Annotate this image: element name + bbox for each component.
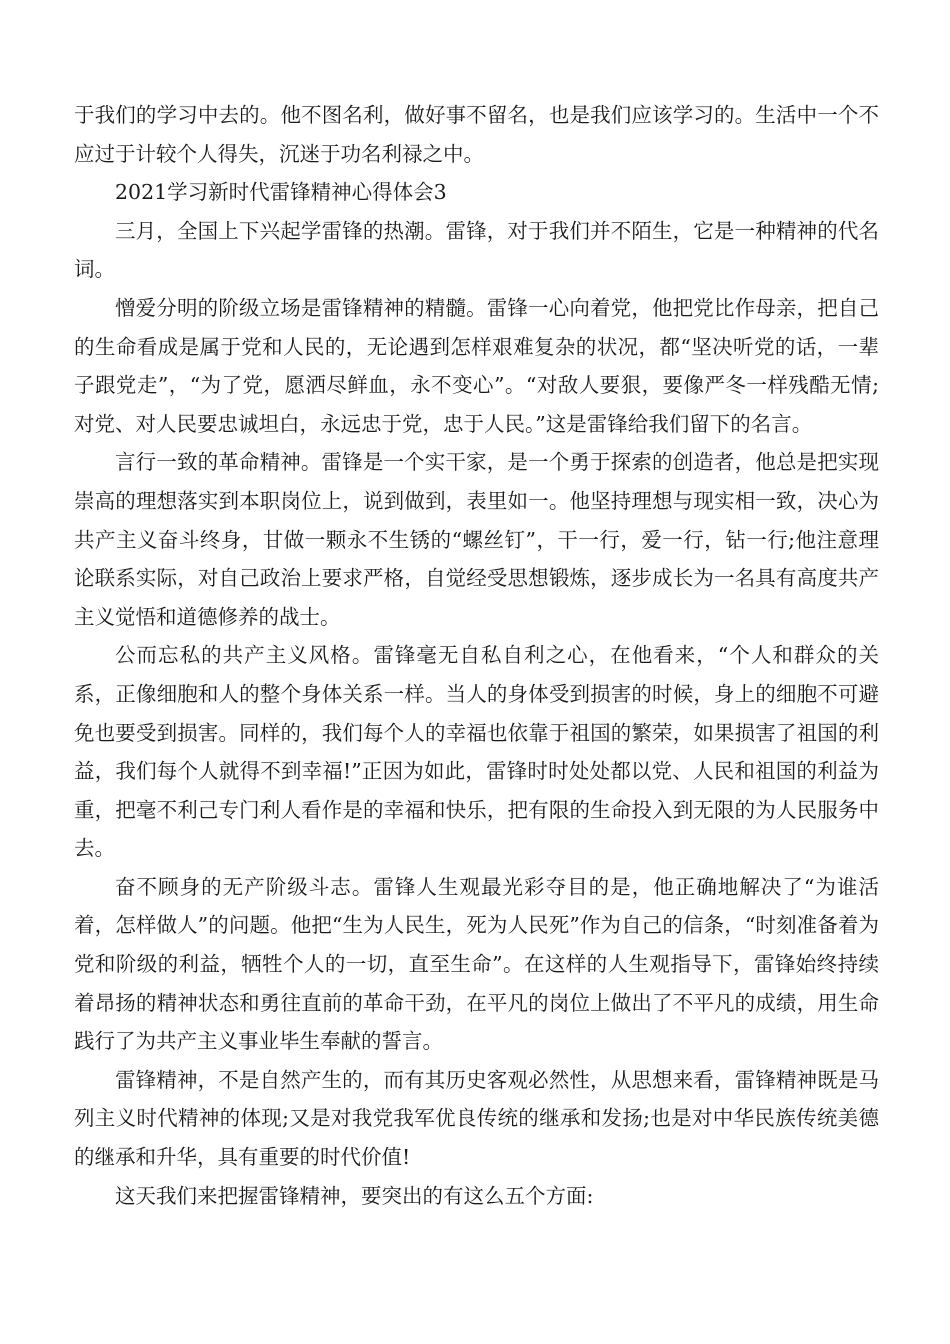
paragraph-historical-value: 雷锋精神，不是自然产生的，而有其历史客观必然性，从思想来看，雷锋精神既是马列主义时代精神的体现;又是对我党我军优良传统的继承和发扬;也是对中华民族传统美德的继承和升华，具有重要的时代价值! — [74, 1067, 879, 1170]
paragraph-consistency: 言行一致的革命精神。雷锋是一个实干家，是一个勇于探索的创造者，他总是把实现崇高的理想落实到本职岗位上，说到做到，表里如一。他坚持理想与现实相一致，决心为共产主义奋斗终身，甘做一颗永不生锈的“螺丝钉”，干一行，爱一行，钻一行;他注意理论联系实际，对自己政治上要求严格，自觉经受思想锻炼，逐步成长为一名具有高度共产主义觉悟和道德修养的战士。 — [74, 450, 879, 629]
paragraph-five-aspects: 这天我们来把握雷锋精神，要突出的有这么五个方面: — [115, 1183, 594, 1208]
paragraph-fighting-spirit: 奋不顾身的无产阶级斗志。雷锋人生观最光彩夺目的是，他正确地解决了“为谁活着，怎样做人”的问题。他把“生为人民生，死为人民死”作为自己的信条，“时刻准备着为党和阶级的利益，牺牲个人的一切，直至生命”。在这样的人生观指导下，雷锋始终持续着昂扬的精神状态和勇往直前的革命干劲，在平凡的岗位上做出了不平凡的成绩，用生命践行了为共产主义事业毕生奉献的誓言。 — [74, 874, 879, 1054]
paragraph-intro: 三月，全国上下兴起学雷锋的热潮。雷锋，对于我们并不陌生，它是一种精神的代名词。 — [74, 218, 879, 282]
section-heading: 2021学习新时代雷锋精神心得体会3 — [115, 180, 447, 205]
paragraph-class-stand: 憎爱分明的阶级立场是雷锋精神的精髓。雷锋一心向着党，他把党比作母亲，把自己的生命看成是属于党和人民的，无论遇到怎样艰难复杂的状况，都“坚决听党的话，一辈子跟党走”，“为了党，愿洒尽鲜血，永不变心”。“对敌人要狠，要像严冬一样残酷无情;对党、对人民要忠诚坦白，永远忠于党，忠于人民。”这是雷锋给我们留下的名言。 — [74, 295, 879, 436]
paragraph-continuation: 于我们的学习中去的。他不图名利，做好事不留名，也是我们应该学习的。生活中一个不应过于计较个人得失，沉迷于功名利禄之中。 — [74, 103, 879, 166]
paragraph-selflessness: 公而忘私的共产主义风格。雷锋毫无自私自利之心，在他看来，“个人和群众的关系，正像细胞和人的整个身体关系一样。当人的身体受到损害的时候，身上的细胞不可避免也要受到损害。同样的，我们每个人的幸福也依靠于祖国的繁荣，如果损害了祖国的利益，我们每个人就得不到幸福!”正因为如此，雷锋时时处处都以党、人民和祖国的利益为重，把毫不利己专门利人看作是的幸福和快乐，把有限的生命投入到无限的为人民服务中去。 — [74, 643, 879, 861]
document-page — [74, 96, 879, 1215]
